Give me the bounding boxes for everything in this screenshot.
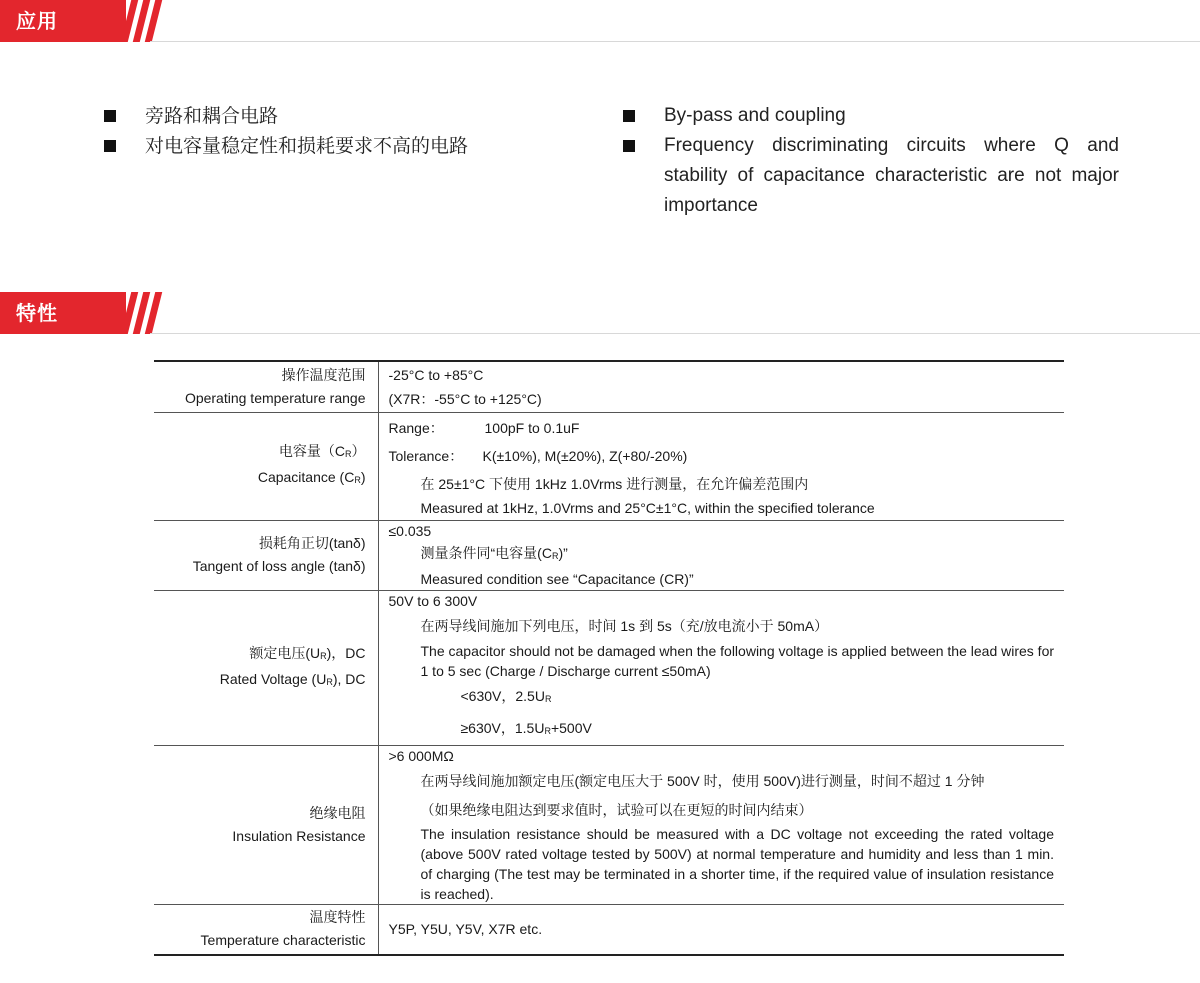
section-title-application: 应用 (16, 9, 58, 33)
table-row (154, 361, 1064, 412)
row-value: Y5P, Y5U, Y5V, X7R etc. (388, 921, 543, 938)
table-row (154, 412, 1064, 520)
table-row (154, 745, 1064, 904)
square-bullet-icon (104, 110, 116, 122)
table-row (154, 590, 1064, 745)
row-value: -25°C to +85°C (X7R：-55°C to +125°C) (378, 361, 1064, 412)
section-header-characteristics (0, 292, 1200, 334)
list-item: 旁路和耦合电路 (104, 101, 564, 131)
application-list-en (623, 101, 1119, 221)
list-item: 对电容量稳定性和损耗要求不高的电路 (104, 131, 564, 161)
row-label: 额定电压$(U_R)$，DC Rated Voltage $(U_R)$, DC (154, 590, 378, 745)
row-value: 50V to 6 300V 在两导线间施加下列电压，时间 1s 到 5s（充/放电流小于 50mA） The capacitor should not be damaged when the following voltage is applied between the lead wires for 1 to 5 sec (Charge / Discharge current ≤50mA) <630V，$2.5U_R$ ≥630V，$1.5U_R+500V$ (378, 590, 1064, 745)
application-list-cn (104, 101, 564, 161)
row-label: 电容量$(C_R)$ Capacitance $(C_R)$ (154, 412, 378, 520)
list-item: By-pass and coupling (623, 101, 1119, 131)
square-bullet-icon (623, 110, 635, 122)
square-bullet-icon (623, 140, 635, 152)
row-label: 损耗角正切(tanδ) Tangent of loss angle (tanδ) (154, 520, 378, 590)
row-label: 绝缘电阻 Insulation Resistance (154, 745, 378, 904)
row-value: Range： 100pF to 0.1uF Tolerance： K(±10%), M(±20%), Z(+80/-20%) 在 25±1°C 下使用 1kHz 1.0Vrms 进行测量，在允许偏差范围内 Measured at 1kHz, 1.0Vrms and 25°C±1°C, within the specified tolerance (378, 412, 1064, 520)
row-value: >6 000MΩ 在两导线间施加额定电压(额定电压大于 500V 时，使用 500V)进行测量，时间不超过 1 分钟 （如果绝缘电阻达到要求值时，试验可以在更短的时间内结束） The insulation resistance should be measured with a DC voltage not exceeding the rated voltage (above 500V rated voltage tested by 500V) at normal temperature and humidity and less than 1 min. of charging (The test may be terminated in a shorter time, if the required value of insulation resistance is reached). (378, 745, 1064, 904)
row-value: ≤0.035 测量条件同“电容量$(C_R)$” Measured condition see “Capacitance (CR)” (378, 520, 1064, 590)
table-row (154, 520, 1064, 590)
characteristics-table (154, 360, 1064, 956)
table-row (154, 904, 1064, 955)
square-bullet-icon (104, 140, 116, 152)
section-header-application (0, 0, 1200, 42)
list-item: Frequency discriminating circuits where Q and stability of capacitance characteristic are not major importance (623, 131, 1119, 221)
section-divider (150, 41, 1200, 42)
section-divider (150, 333, 1200, 334)
row-label: 操作温度范围 Operating temperature range (154, 361, 378, 412)
section-title-characteristics: 特性 (16, 301, 58, 325)
row-label: 温度特性 Temperature characteristic (154, 904, 378, 955)
